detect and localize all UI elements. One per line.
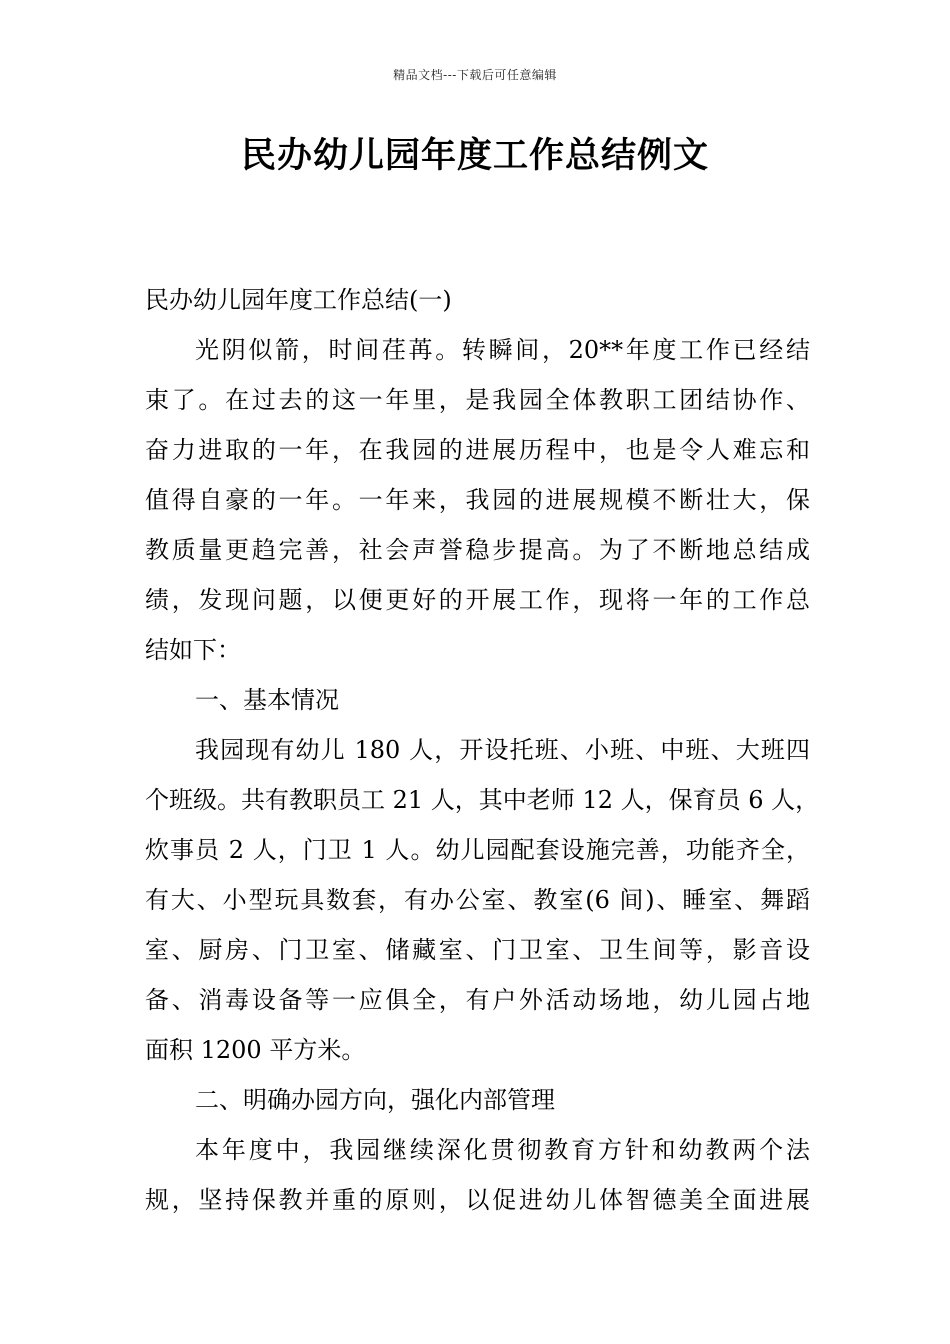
paragraph-line: 面积 1200 平方米。 bbox=[145, 1036, 366, 1064]
paragraph-line: 我园现有幼儿 180 人，开设托班、小班、中班、大班四 bbox=[195, 736, 810, 764]
paragraph-line: 炊事员 2 人，门卫 1 人。幼儿园配套设施完善，功能齐全， bbox=[145, 836, 810, 864]
paragraph-line: 奋力进取的一年，在我园的进展历程中，也是令人难忘和 bbox=[145, 436, 810, 464]
header-note: 精品文档---下载后可任意编辑 bbox=[393, 68, 557, 82]
paragraph-line: 光阴似箭，时间荏苒。转瞬间，20**年度工作已经结 bbox=[195, 336, 810, 364]
paragraph-line: 教质量更趋完善，社会声誉稳步提高。为了不断地总结成 bbox=[145, 536, 810, 564]
paragraph-line: 备、消毒设备等一应俱全，有户外活动场地，幼儿园占地 bbox=[145, 986, 810, 1014]
document-body bbox=[145, 275, 820, 1225]
paragraph-line: 值得自豪的一年。一年来，我园的进展规模不断壮大，保 bbox=[145, 486, 810, 514]
paragraph-line: 绩，发现问题，以便更好的开展工作，现将一年的工作总 bbox=[145, 586, 810, 614]
paragraph-line: 结如下： bbox=[145, 636, 241, 664]
section-heading: 民办幼儿园年度工作总结(一) bbox=[145, 286, 452, 314]
subsection-heading: 二、明确办园方向，强化内部管理 bbox=[195, 1086, 555, 1114]
subsection-heading: 一、基本情况 bbox=[195, 686, 339, 714]
paragraph-line: 个班级。共有教职员工 21 人，其中老师 12 人，保育员 6 人， bbox=[145, 786, 820, 814]
paragraph-line: 规，坚持保教并重的原则，以促进幼儿体智德美全面进展 bbox=[145, 1186, 810, 1214]
paragraph-line: 室、厨房、门卫室、储藏室、门卫室、卫生间等，影音设 bbox=[145, 936, 810, 964]
paragraph-line: 有大、小型玩具数套，有办公室、教室(6 间)、睡室、舞蹈 bbox=[145, 886, 810, 914]
paragraph-line: 本年度中，我园继续深化贯彻教育方针和幼教两个法 bbox=[195, 1136, 810, 1164]
paragraph-line: 束了。在过去的这一年里，是我园全体教职工团结协作、 bbox=[145, 386, 810, 414]
document-title: 民办幼儿园年度工作总结例文 bbox=[240, 136, 709, 176]
